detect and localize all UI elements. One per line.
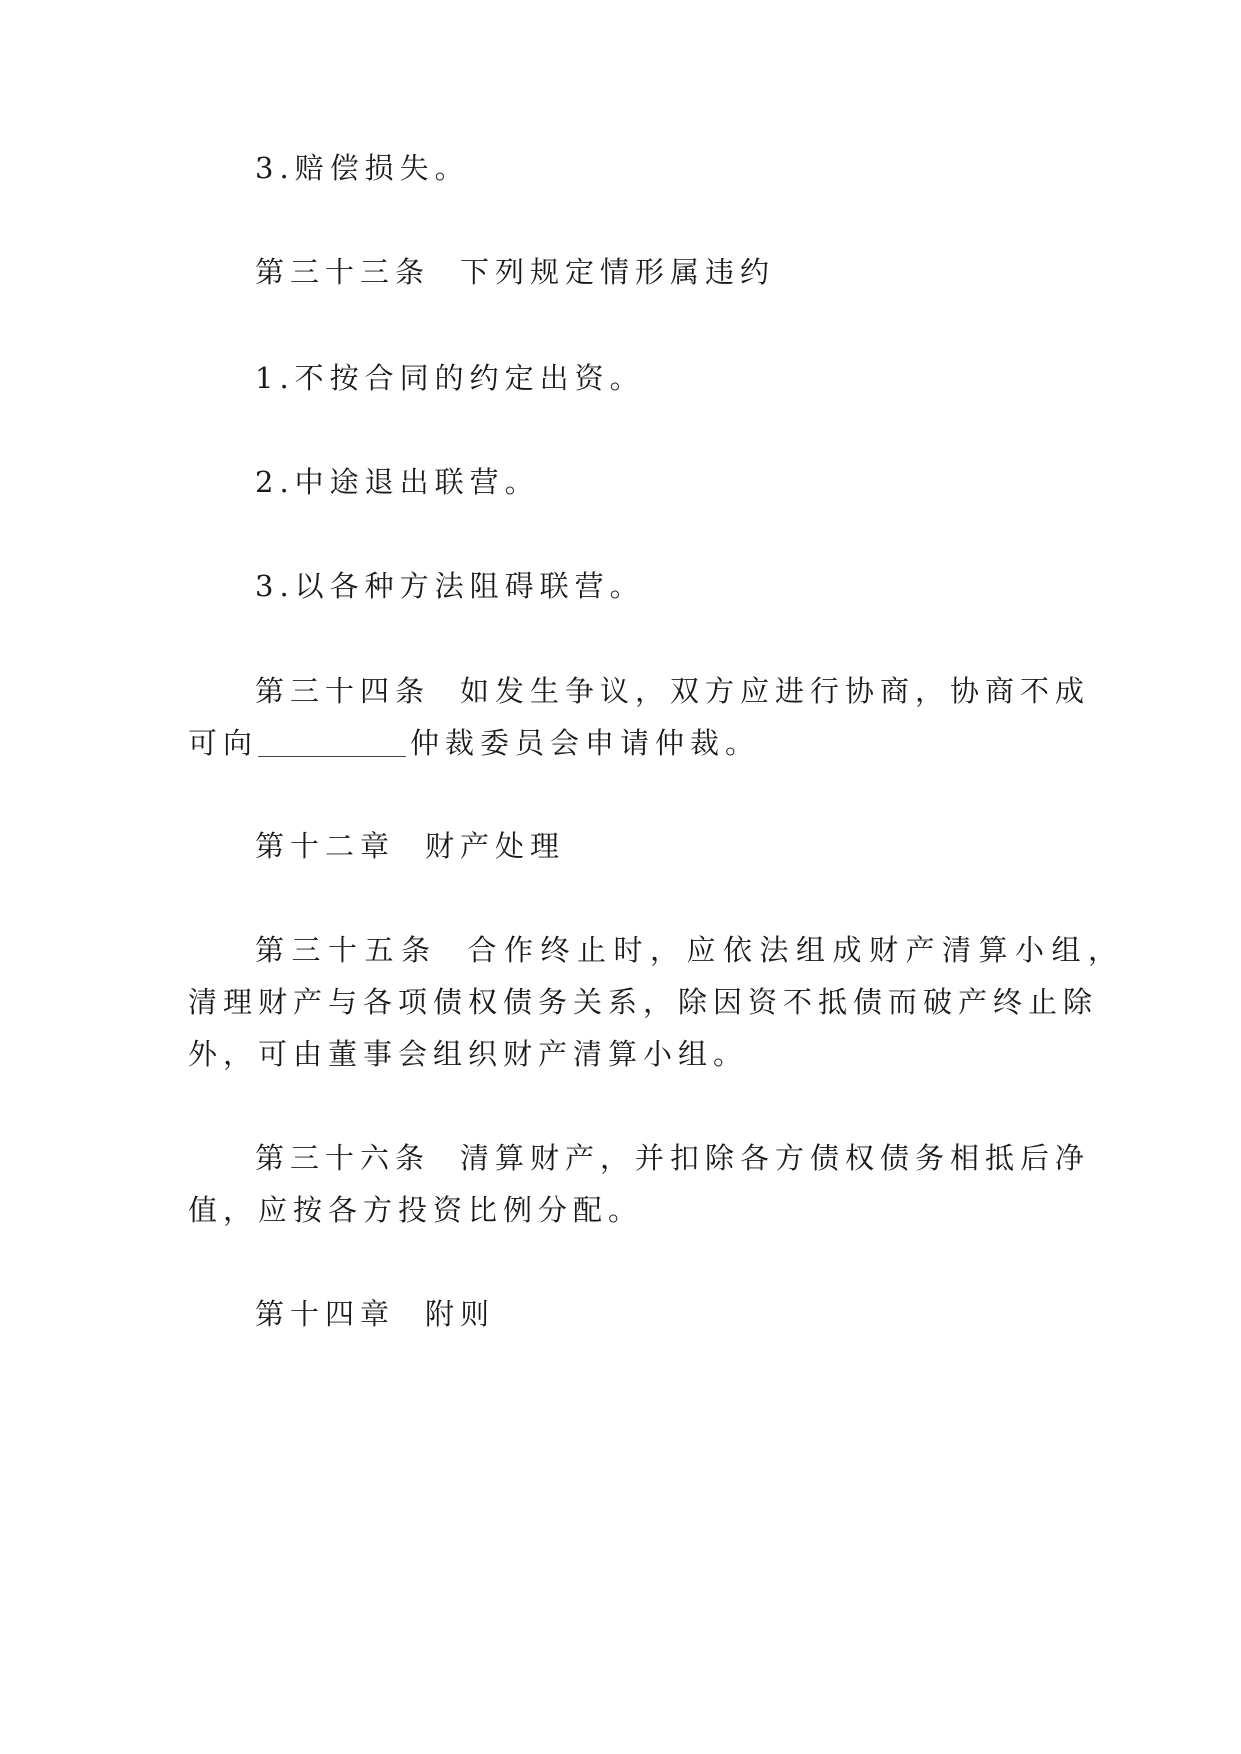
article-36-text: 清算财产，并扣除各方债权债务相抵后净 bbox=[460, 1141, 1091, 1175]
chapter-12-label: 第十二章 bbox=[255, 829, 396, 863]
article-33-item-2: 2.中途退出联营。 bbox=[255, 465, 540, 499]
article-35-text: 合作终止时，应依法组成财产清算小组， bbox=[467, 933, 1125, 967]
article-36-line-2: 值，应按各方投资比例分配。 bbox=[188, 1193, 644, 1227]
article-34-text: 如发生争议，双方应进行协商，协商不成 bbox=[460, 674, 1091, 708]
article-34-line-1 bbox=[255, 671, 1090, 711]
chapter-14-title: 附则 bbox=[425, 1297, 496, 1331]
arbitration-blank-field bbox=[258, 728, 406, 757]
article-33-item-3: 3.以各种方法阻碍联营。 bbox=[255, 569, 645, 603]
article-35-label: 第三十五条 bbox=[255, 933, 438, 967]
article-36-line-1 bbox=[255, 1138, 1090, 1178]
article-36-label: 第三十六条 bbox=[255, 1141, 431, 1175]
chapter-14-heading bbox=[255, 1294, 495, 1334]
article-33-label: 第三十三条 bbox=[255, 255, 431, 289]
article-35-line-3: 外，可由董事会组织财产清算小组。 bbox=[188, 1037, 749, 1071]
article-34-label: 第三十四条 bbox=[255, 674, 431, 708]
article-35-line-1 bbox=[255, 930, 1125, 970]
article-33-item-1: 1.不按合同的约定出资。 bbox=[255, 361, 645, 395]
damages-item: 3.赔偿损失。 bbox=[255, 151, 470, 185]
article-33-heading bbox=[255, 252, 775, 292]
article-33-text: 下列规定情形属违约 bbox=[460, 255, 776, 289]
chapter-12-title: 财产处理 bbox=[425, 829, 566, 863]
article-34-line-2 bbox=[188, 723, 760, 763]
chapter-14-label: 第十四章 bbox=[255, 1297, 396, 1331]
chapter-12-heading bbox=[255, 826, 565, 866]
article-35-line-2: 清理财产与各项债权债务关系，除因资不抵债而破产终止除 bbox=[188, 985, 1099, 1019]
article-34-line-2-after: 仲裁委员会申请仲裁。 bbox=[410, 726, 761, 760]
article-34-line-2-before: 可向 bbox=[188, 726, 259, 760]
